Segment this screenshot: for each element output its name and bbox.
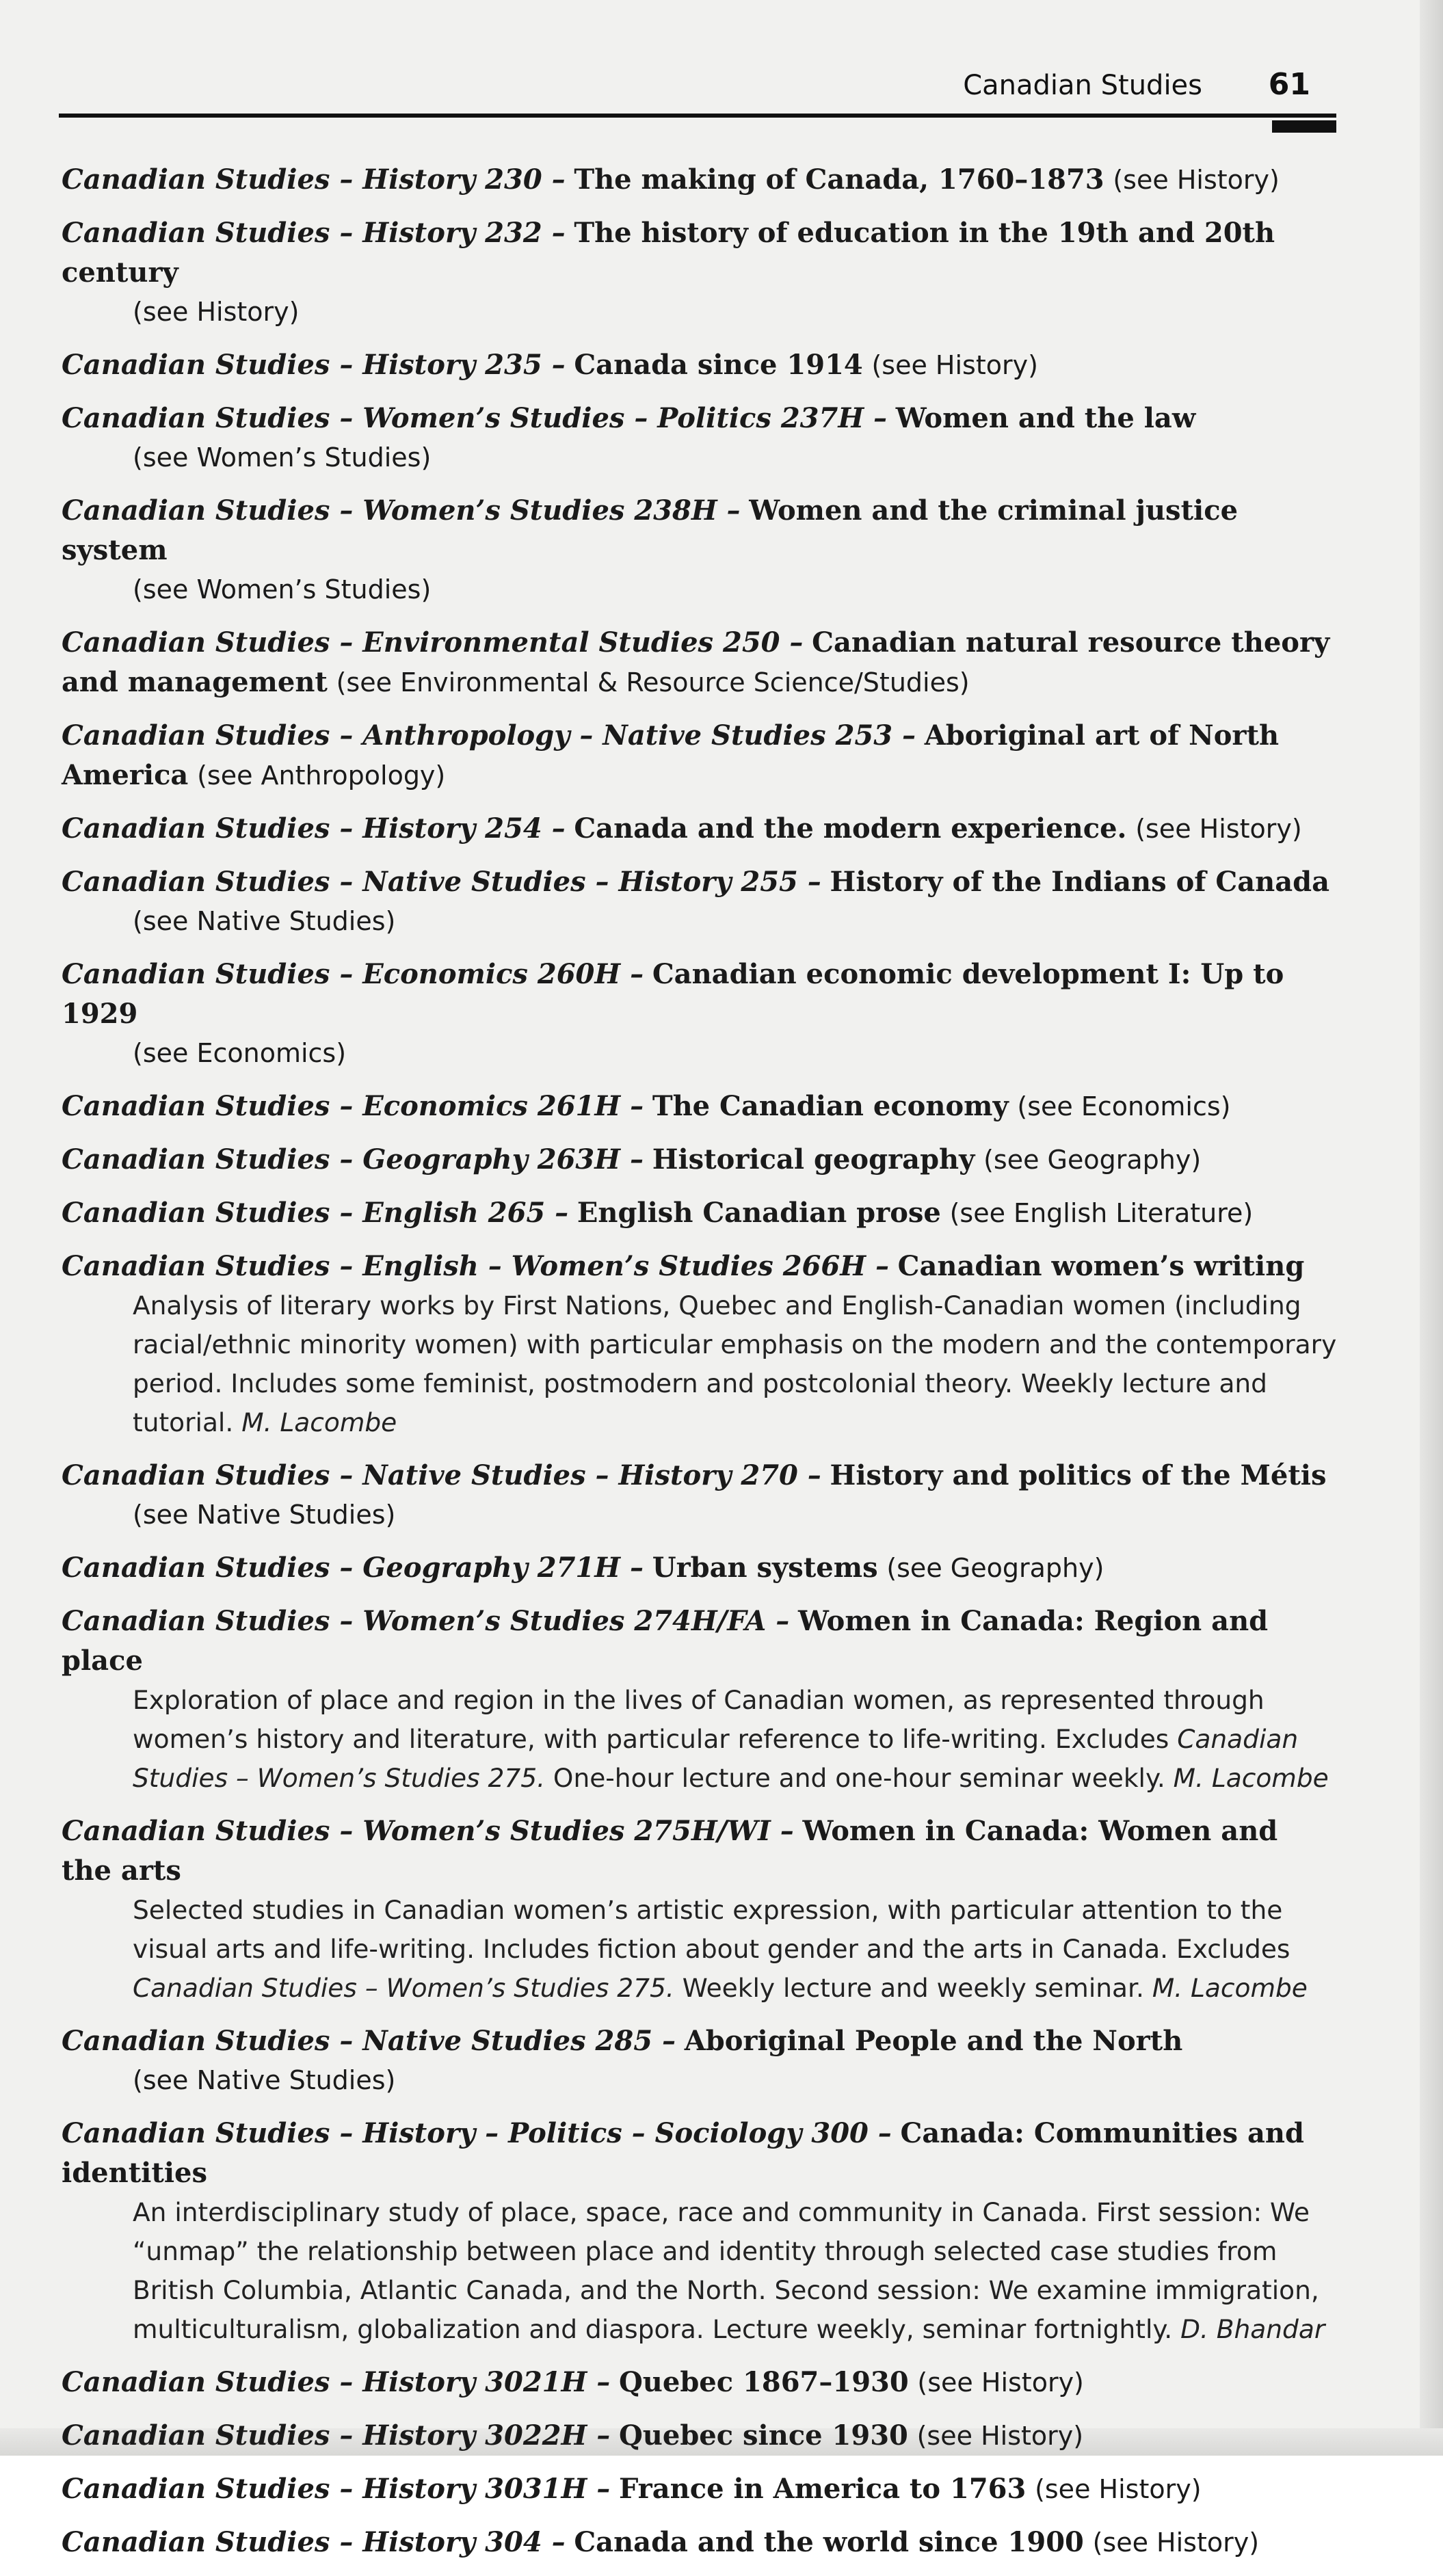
course-entry: [62, 1548, 1337, 1588]
cross-reference: (see Native Studies): [133, 1500, 396, 1530]
course-entry: [62, 1602, 1337, 1798]
course-description: [62, 1681, 1337, 1798]
course-entry: [62, 2021, 1337, 2100]
cross-reference: (see History): [133, 297, 300, 327]
course-codes: Canadian Studies – Native Studies – History 255 –: [62, 866, 821, 898]
cross-reference: (see History): [916, 2421, 1084, 2451]
course-title: Quebec since 1930: [618, 2419, 908, 2452]
course-title: Women and the criminal justice system: [62, 494, 1239, 566]
course-codes: Canadian Studies – Geography 263H –: [62, 1143, 644, 1176]
cross-reference: (see Economics): [1017, 1091, 1231, 1121]
course-codes: Canadian Studies – Anthropology – Native Studies 253 –: [62, 719, 916, 752]
course-codes: Canadian Studies – Women’s Studies 274H/FA –: [62, 1605, 790, 1637]
course-codes: Canadian Studies – Women’s Studies 275H/WI –: [62, 1815, 794, 1847]
description-text: Analysis of literary works by First Nations, Quebec and English-Canadian women (including racial/ethnic minority women) with particular emphasis on the modern and the contemporary period. Includes some feminist, postmodern and postcolonial theory. Weekly lecture and tutorial.: [133, 1290, 1337, 1437]
course-title: Historical geography: [652, 1143, 975, 1176]
cross-reference: (see Economics): [133, 1038, 347, 1068]
course-codes: Canadian Studies – History – Politics – Sociology 300 –: [62, 2117, 892, 2149]
course-entry: [62, 1140, 1337, 1180]
course-title: Women in Canada: Women and the arts: [62, 1815, 1278, 1887]
course-entry: [62, 862, 1337, 941]
course-title: Canadian economic development I: Up to 1929: [62, 958, 1284, 1030]
cross-reference: (see Environmental & Resource Science/Studies): [336, 667, 970, 698]
course-title: Canada since 1914: [574, 349, 863, 381]
course-title: Canadian women’s writing: [897, 1250, 1305, 1282]
course-description: [62, 1286, 1337, 1442]
course-entry: [62, 2469, 1337, 2509]
header-rule: [59, 114, 1336, 118]
course-title: English Canadian prose: [577, 1197, 941, 1229]
course-entry: [62, 213, 1337, 332]
cross-reference: (see Women’s Studies): [133, 574, 432, 605]
cross-reference: (see History): [1035, 2474, 1202, 2504]
course-codes: Canadian Studies – History 3021H –: [62, 2366, 611, 2398]
instructor-name: M. Lacombe: [1173, 1763, 1329, 1793]
course-title: Canada and the world since 1900: [574, 2526, 1084, 2558]
page-header: [59, 63, 1336, 131]
course-title: History of the Indians of Canada: [830, 866, 1330, 898]
description-text: An interdisciplinary study of place, space, race and community in Canada. First session: We “unmap” the relationship between place and identity through selected case studies from British Columbia, Atlantic Canada, and the North. Second session: We examine immigration, multiculturalism, globalization and diaspora. Lecture weekly, seminar fortnightly.: [133, 2197, 1319, 2344]
instructor-name: D. Bhandar: [1180, 2314, 1325, 2344]
course-title: Canadian natural resource theory and management: [62, 626, 1330, 698]
course-title: Canada and the modern experience.: [574, 812, 1127, 845]
excluded-course: Canadian Studies – Women’s Studies 275.: [133, 1973, 674, 2003]
description-text: Exploration of place and region in the lives of Canadian women, as represented through women’s history and literature, with particular reference to life-writing. Excludes: [133, 1685, 1265, 1754]
course-codes: Canadian Studies – Economics 260H –: [62, 958, 644, 990]
course-codes: Canadian Studies – History 230 –: [62, 163, 566, 196]
course-codes: Canadian Studies – History 232 –: [62, 217, 566, 249]
course-entry: [62, 1193, 1337, 1233]
course-codes: Canadian Studies – Women’s Studies 238H –: [62, 494, 741, 527]
course-codes: Canadian Studies – English – Women’s Studies 266H –: [62, 1250, 889, 1282]
cross-reference: (see Native Studies): [133, 906, 396, 936]
cross-reference: (see History): [1113, 165, 1280, 195]
cross-reference: (see Native Studies): [133, 2065, 396, 2095]
cross-reference: (see Anthropology): [197, 760, 446, 791]
description-text: Weekly lecture and weekly seminar.: [682, 1973, 1144, 2003]
course-codes: Canadian Studies – Geography 271H –: [62, 1552, 644, 1584]
course-title: Aboriginal People and the North: [684, 2025, 1183, 2057]
course-entry: [62, 2114, 1337, 2349]
instructor-name: M. Lacombe: [1152, 1973, 1308, 2003]
course-title: The making of Canada, 1760–1873: [574, 163, 1104, 196]
cross-reference: (see History): [1135, 814, 1302, 844]
course-title: The history of education in the 19th and 20th century: [62, 217, 1275, 289]
course-title: Canada: Communities and identities: [62, 2117, 1304, 2189]
course-entry: [62, 955, 1337, 1073]
course-codes: Canadian Studies – History 235 –: [62, 349, 566, 381]
cross-reference: (see History): [871, 350, 1038, 380]
course-description: [62, 2193, 1337, 2349]
course-entry: [62, 1247, 1337, 1442]
course-entry: [62, 491, 1337, 609]
cross-reference: (see English Literature): [949, 1198, 1254, 1228]
course-list: [62, 160, 1337, 2576]
course-title: Aboriginal art of North America: [62, 719, 1280, 791]
excluded-course: Canadian Studies – Women’s Studies 275.: [133, 1724, 1299, 1793]
course-codes: Canadian Studies – History 304 –: [62, 2526, 566, 2558]
description-text: One-hour lecture and one-hour seminar weekly.: [553, 1763, 1165, 1793]
cross-reference: (see History): [1092, 2527, 1260, 2558]
course-codes: Canadian Studies – Environmental Studies 250 –: [62, 626, 804, 659]
course-entry: [62, 399, 1337, 477]
course-codes: Canadian Studies – Women’s Studies – Politics 237H –: [62, 402, 888, 434]
course-codes: Canadian Studies – Economics 261H –: [62, 1090, 644, 1122]
course-entry: [62, 809, 1337, 849]
course-entry: [62, 623, 1337, 702]
course-title: Women in Canada: Region and place: [62, 1605, 1269, 1677]
course-title: France in America to 1763: [618, 2473, 1027, 2505]
cross-reference: (see Geography): [983, 1145, 1202, 1175]
course-codes: Canadian Studies – Native Studies – History 270 –: [62, 1459, 821, 1491]
page-number: 61: [1268, 67, 1310, 102]
cross-reference: (see History): [917, 2367, 1084, 2398]
course-entry: [62, 2416, 1337, 2456]
course-description: [62, 1891, 1337, 2008]
course-entry: [62, 1456, 1337, 1535]
cross-reference: (see Geography): [886, 1553, 1104, 1583]
course-codes: Canadian Studies – History 3022H –: [62, 2419, 611, 2452]
course-entry: [62, 160, 1337, 200]
course-entry: [62, 2523, 1337, 2562]
course-entry: [62, 1087, 1337, 1126]
header-rule-tab: [1272, 120, 1336, 133]
course-entry: [62, 1811, 1337, 2008]
course-codes: Canadian Studies – History 254 –: [62, 812, 566, 845]
course-entry: [62, 716, 1337, 795]
course-title: The Canadian economy: [652, 1090, 1009, 1122]
instructor-name: M. Lacombe: [241, 1407, 397, 1437]
running-head: Canadian Studies: [963, 70, 1202, 101]
course-entry: [62, 345, 1337, 385]
course-codes: Canadian Studies – History 3031H –: [62, 2473, 611, 2505]
course-title: Urban systems: [652, 1552, 878, 1584]
description-text: Selected studies in Canadian women’s artistic expression, with particular attention to the visual arts and life-writing. Includes fiction about gender and the arts in Canada. Excludes: [133, 1895, 1290, 1964]
course-codes: Canadian Studies – English 265 –: [62, 1197, 569, 1229]
course-entry: [62, 2363, 1337, 2402]
cross-reference: (see Women’s Studies): [133, 442, 432, 473]
course-codes: Canadian Studies – Native Studies 285 –: [62, 2025, 676, 2057]
course-title: Quebec 1867–1930: [618, 2366, 909, 2398]
course-title: Women and the law: [895, 402, 1196, 434]
scan-edge-right: [1420, 0, 1443, 2456]
course-title: History and politics of the Métis: [830, 1459, 1327, 1491]
